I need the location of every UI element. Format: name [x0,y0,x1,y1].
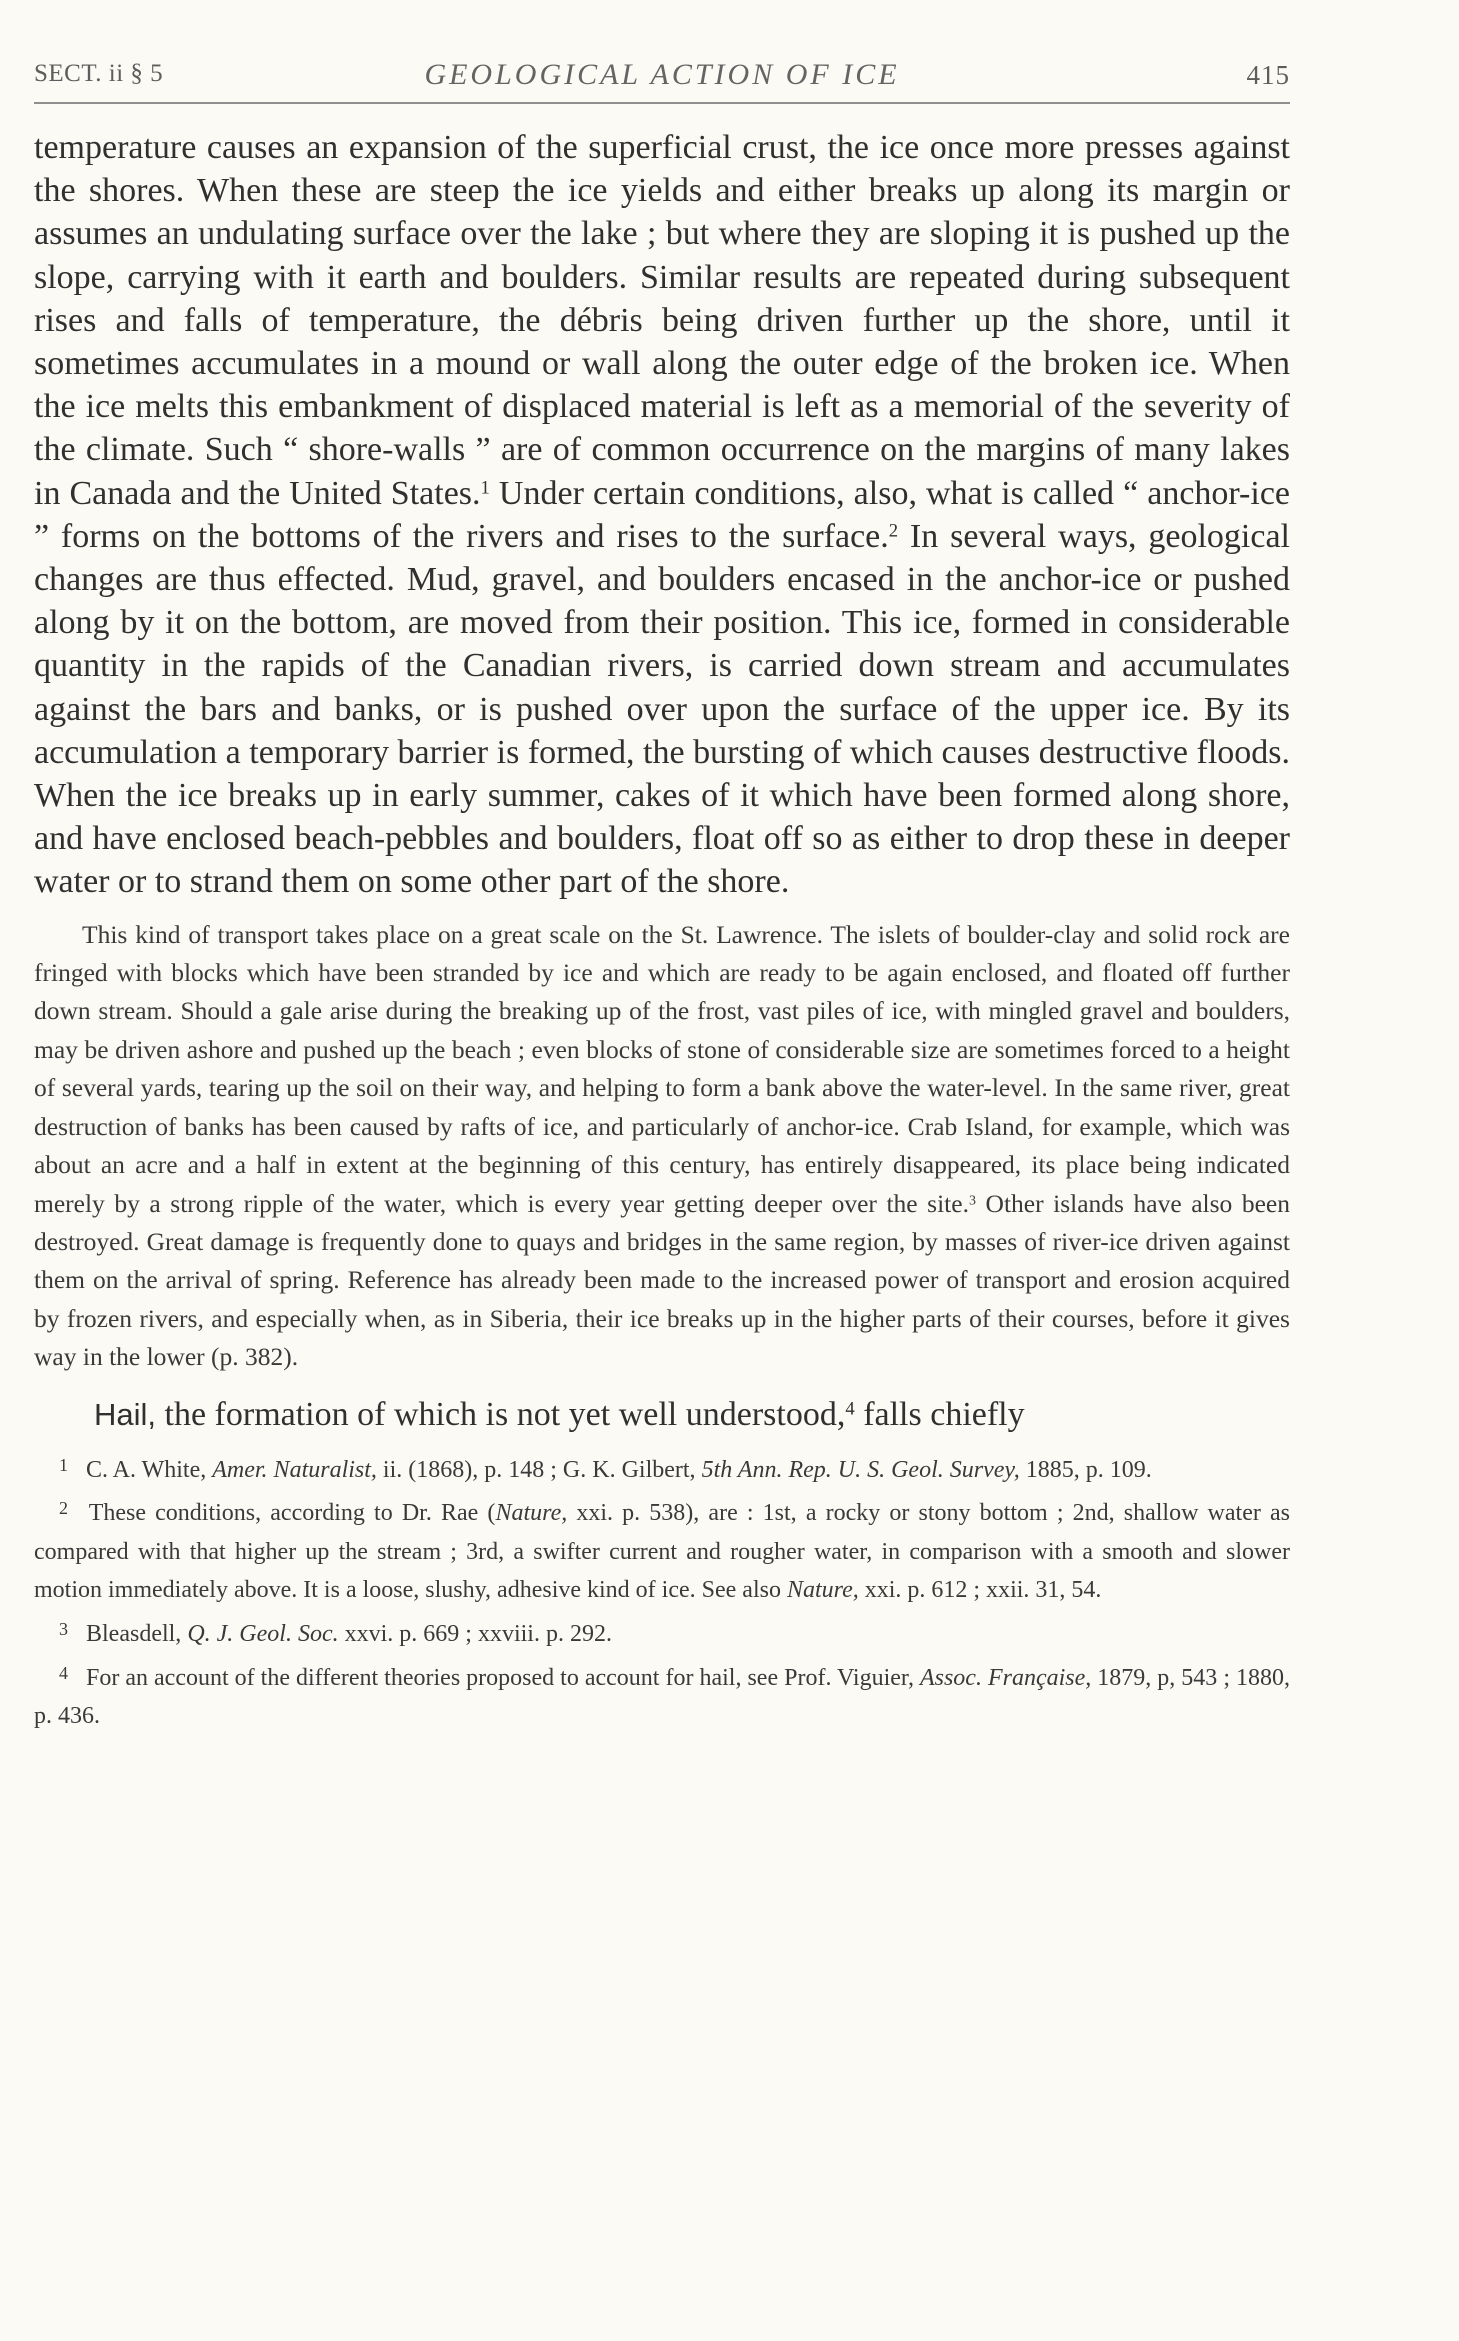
footnote-ref-3: 3 [968,1192,976,1208]
book-page [34,50,1290,2300]
footnote-marker-4: 4 [59,1662,68,1683]
footnote-3-text-a: Bleasdell, [80,1620,188,1647]
footnote-3-text-b: Q. J. Geol. Soc. [187,1620,339,1647]
main-paragraph-part-1: temperature causes an expansion of the superficial crust, the ice once more presses against the shores. When these are steep the ice yields and either breaks up along its margin or assumes an undulating surface over the lake ; but where they are sloping it is pushed up the slope, carrying with it earth and boulders. Similar results are repeated during subsequent rises and falls of temperature, the débris being driven further up the shore, until it sometimes accumulates in a mound or wall along the outer edge of the broken ice. When the ice melts this embankment of displaced material is left as a memorial of the severity of the climate. Such “ shore-walls ” are of common occurrence on the margins of many lakes in Canada and the United States. [34,129,1290,512]
hail-heading: Hail, [94,1396,157,1432]
running-header [34,50,1290,104]
footnote-marker-2: 2 [59,1498,68,1519]
footnote-4-text-a: For an account of the different theories proposed to account for hail, see Prof. Viguier, [80,1664,920,1691]
footnote-3 [34,1610,1290,1654]
footnote-2-text-c: xxi. p. 538), are : 1st, a rocky or stony bottom ; 2nd, shallow water as compared with that higher up the stream ; 3rd, a swifter current and rougher water, in comparison with a smooth and slower motion immediately above. It is a loose, slushy, adhesive kind of ice. See also [34,1500,1290,1604]
chapter-title: GEOLOGICAL ACTION OF ICE [424,58,900,91]
footnote-1-text-e: 1885, p. 109. [1019,1456,1152,1483]
footnote-2-text-a: These conditions, according to Dr. Rae ( [80,1500,496,1527]
footnote-2-text-e: xxi. p. 612 ; xxii. 31, 54. [858,1577,1102,1604]
hail-text-2: falls chiefly [854,1395,1025,1433]
footnote-3-text-c: xxvi. p. 669 ; xxviii. p. 292. [338,1620,612,1647]
footnote-1-text-b: Amer. Naturalist, [212,1456,377,1483]
small-print-part-2: Other islands have also been destroyed. Great damage is frequently done to quays and bridges in the same region, by masses of river-ice driven against them on the arrival of spring. Reference has already been made to the increased power of transport and erosion acquired by frozen rivers, and especially when, as in Siberia, their ice breaks up in the higher parts of their courses, before it gives way in the lower (p. 382). [34,1188,1290,1372]
page-number: 415 [1246,60,1290,90]
section-reference: SECT. ii § 5 [34,60,164,87]
footnote-4-text-b: Assoc. Française, [919,1664,1092,1691]
footnote-1 [34,1446,1290,1490]
footnote-4 [34,1654,1290,1736]
footnote-ref-1: 1 [480,477,490,499]
small-print-part-1: This kind of transport takes place on a great scale on the St. Lawrence. The islets of boulder-clay and solid rock are fringed with blocks which have been stranded by ice and which are ready to be again enclosed, and floated off further down stream. Should a gale arise during the breaking up of the frost, vast piles of ice, with mingled gravel and boulders, may be driven ashore and pushed up the beach ; even blocks of stone of considerable size are sometimes forced to a height of several yards, tearing up the soil on their way, and helping to form a bank above the water-level. In the same river, great destruction of banks has been caused by rafts of ice, and particularly of anchor-ice. Crab Island, for example, which was about an acre and a half in extent at the beginning of this century, has entirely disappeared, its place being indicated merely by a strong ripple of the water, which is every year getting deeper over the site. [34,919,1290,1218]
main-paragraph-part-2: Under certain conditions, also, what is called “ anchor-ice ” forms on the bottoms of the rivers and rises to the surface. [34,474,1290,555]
main-text-block [34,126,1290,904]
footnote-2 [34,1489,1290,1610]
hail-section [34,1393,1290,1436]
main-paragraph [34,126,1290,904]
footnote-4-text-c: 1879, p, 543 ; 1880, p. 436. [34,1664,1290,1730]
hail-paragraph [34,1393,1290,1436]
footnote-1-text-d: 5th Ann. Rep. U. S. Geol. Survey, [701,1456,1020,1483]
footnote-2-text-b: Nature, [495,1500,568,1527]
footnote-1-text-a: C. A. White, [80,1456,213,1483]
footnote-marker-3: 3 [59,1618,68,1639]
main-paragraph-part-3: In several ways, geological changes are thus effected. Mud, gravel, and boulders encased in the anchor-ice or pushed along by it on the bottom, are moved from their position. This ice, formed in considerable quantity in the rapids of the Canadian rivers, is carried down stream and accumulates against the bars and banks, or is pushed over upon the surface of the upper ice. By its accumulation a temporary barrier is formed, the bursting of which causes destructive floods. When the ice breaks up in early summer, cakes of it which have been formed along shore, and have enclosed beach-pebbles and boulders, float off so as either to drop these in deeper water or to strand them on some other part of the shore. [34,517,1290,901]
small-print-paragraph [34,916,1290,1377]
footnote-marker-1: 1 [59,1454,68,1475]
hail-text-1: the formation of which is not yet well understood, [156,1395,846,1433]
footnote-1-text-c: ii. (1868), p. 148 ; G. K. Gilbert, [376,1456,702,1483]
footnote-ref-4: 4 [845,1398,855,1420]
footnotes-block [34,1446,1290,1736]
footnote-2-text-d: Nature, [786,1577,859,1604]
small-print-block [34,916,1290,1377]
footnote-ref-2: 2 [888,520,899,542]
